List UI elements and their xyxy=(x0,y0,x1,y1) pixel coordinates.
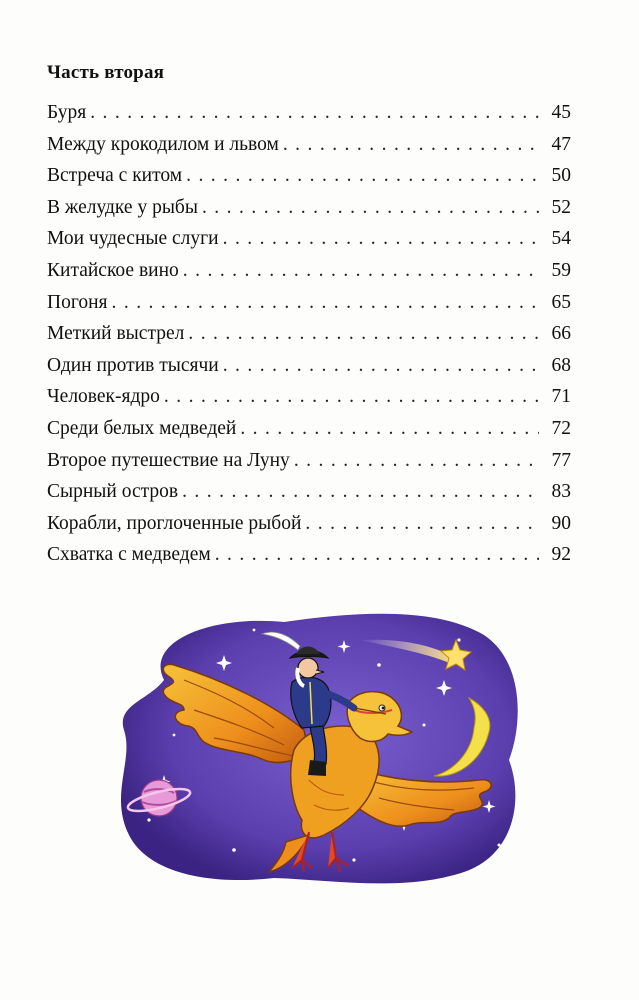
toc-row xyxy=(47,350,571,382)
toc-dot-leader xyxy=(223,350,539,382)
toc-entry-page-number: 71 xyxy=(551,386,571,408)
toc-entry-title: Среди белых медведей xyxy=(47,417,237,439)
toc-row xyxy=(47,97,571,129)
toc-dot-leader xyxy=(112,287,540,319)
toc-entry-title: Буря xyxy=(47,102,87,123)
toc-row xyxy=(47,413,571,445)
toc-entry-title: Погоня xyxy=(47,291,108,313)
toc-entry-title: Человек-ядро xyxy=(47,386,160,408)
toc-entry-title: Корабли, проглоченные рыбой xyxy=(47,512,302,534)
toc-dot-leader xyxy=(182,476,539,508)
toc-dot-leader xyxy=(294,445,539,477)
toc-dot-leader xyxy=(164,381,539,413)
toc-entry-title: Второе путешествие на Луну xyxy=(47,449,290,471)
toc-dot-leader xyxy=(223,223,539,255)
toc-dot-leader xyxy=(215,539,539,571)
toc-row xyxy=(47,223,571,255)
section-title: Часть вторая xyxy=(47,62,165,83)
toc-row xyxy=(47,381,571,413)
toc-row xyxy=(47,255,571,287)
toc-entry-title: Встреча с китом xyxy=(47,165,183,187)
toc-row xyxy=(47,318,571,350)
toc-entry-page-number: 83 xyxy=(551,481,571,503)
toc-entry-page-number: 92 xyxy=(551,544,571,566)
toc-dot-leader xyxy=(183,255,539,287)
toc-entry-page-number: 47 xyxy=(551,133,571,155)
toc-dot-leader xyxy=(188,318,539,350)
toc-entry-title: Китайское вино xyxy=(47,259,179,281)
toc-entry-title: Мои чудесные слуги xyxy=(47,228,219,250)
toc-entry-title: Один против тысячи xyxy=(47,354,219,376)
toc-entry-title: Схватка с медведем xyxy=(47,544,211,566)
toc-row xyxy=(47,445,571,477)
toc-entry-title: Меткий выстрел xyxy=(47,323,185,345)
toc-row xyxy=(47,539,571,571)
toc-row xyxy=(47,192,571,224)
toc-entry-page-number: 90 xyxy=(551,512,571,534)
toc-entry-page-number: 65 xyxy=(551,291,571,313)
toc-entry-page-number: 66 xyxy=(551,323,571,345)
toc-entry-page-number: 68 xyxy=(551,354,571,376)
toc-dot-leader xyxy=(202,192,539,224)
toc-dot-leader xyxy=(186,160,539,192)
toc-row xyxy=(47,160,571,192)
toc-dot-leader xyxy=(305,508,539,540)
toc-entry-title: Сырный остров xyxy=(47,481,179,503)
toc-entry-page-number: 45 xyxy=(551,102,571,123)
toc-entry-page-number: 77 xyxy=(551,449,571,471)
toc-entry-page-number: 50 xyxy=(551,165,571,187)
toc-row xyxy=(47,287,571,319)
toc-row xyxy=(47,508,571,540)
baron-riding-eagle-illustration xyxy=(104,610,524,895)
toc-dot-leader xyxy=(283,129,539,161)
table-of-contents xyxy=(47,97,571,571)
toc-dot-leader xyxy=(90,97,539,129)
toc-dot-leader xyxy=(240,413,539,445)
toc-entry-title: Между крокодилом и львом xyxy=(47,133,279,155)
toc-entry-title: В желудке у рыбы xyxy=(47,196,198,218)
toc-entry-page-number: 52 xyxy=(551,196,571,218)
toc-row xyxy=(47,129,571,161)
toc-entry-page-number: 54 xyxy=(551,228,571,250)
toc-entry-page-number: 59 xyxy=(551,259,571,281)
toc-entry-page-number: 72 xyxy=(551,417,571,439)
toc-row xyxy=(47,476,571,508)
